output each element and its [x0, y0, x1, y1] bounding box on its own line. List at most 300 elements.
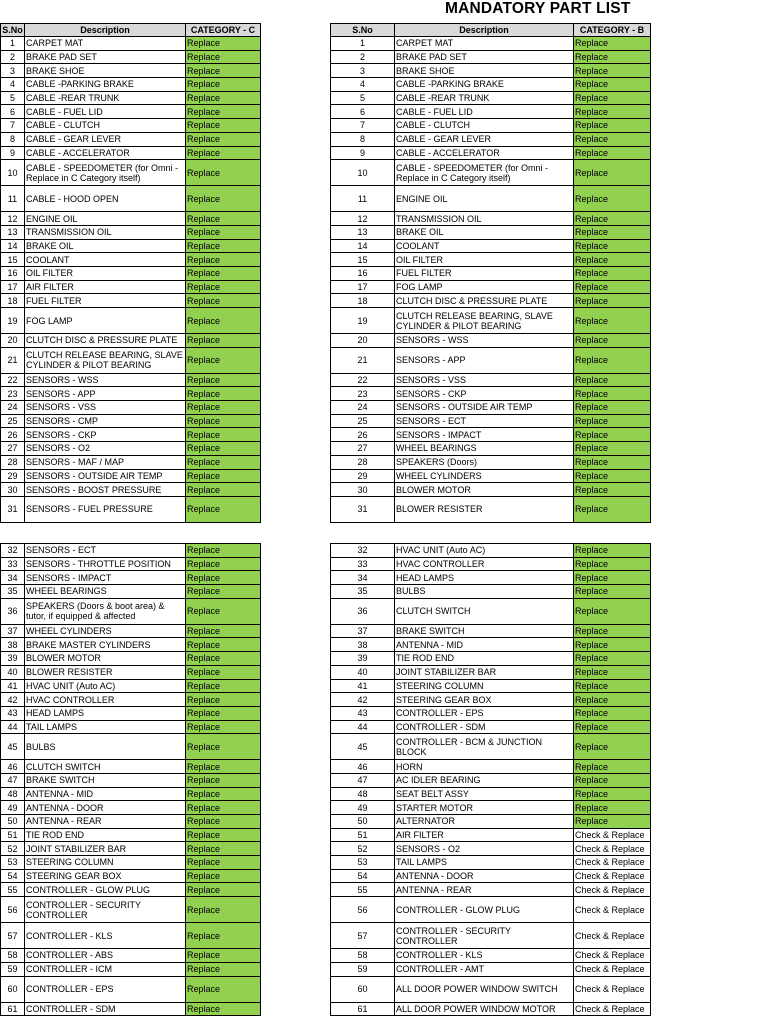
row-sno: 19 — [331, 308, 395, 334]
table-row — [1, 253, 261, 267]
row-category: Replace — [186, 483, 261, 497]
row-category: Replace — [574, 706, 651, 720]
row-description: CLUTCH SWITCH — [25, 760, 186, 774]
table-row — [1, 334, 261, 348]
table-row — [331, 856, 651, 870]
row-category: Check & Replace — [574, 897, 651, 923]
row-category: Replace — [186, 883, 261, 897]
row-sno: 52 — [331, 842, 395, 856]
table-row — [331, 225, 651, 239]
row-category: Replace — [574, 160, 651, 186]
row-sno: 42 — [331, 693, 395, 707]
table-row — [331, 1002, 651, 1016]
table-row — [1, 401, 261, 415]
row-description: CONTROLLER - SECURITY CONTROLLER — [25, 897, 186, 923]
row-description: BLOWER MOTOR — [395, 483, 574, 497]
row-category: Check & Replace — [574, 923, 651, 949]
row-sno: 31 — [331, 496, 395, 522]
table-row — [1, 557, 261, 571]
row-sno: 30 — [1, 483, 25, 497]
row-description: ALL DOOR POWER WINDOW SWITCH — [395, 976, 574, 1002]
table-row — [1, 496, 261, 522]
row-description: BRAKE OIL — [25, 239, 186, 253]
row-description: BLOWER MOTOR — [25, 652, 186, 666]
table-row — [1, 869, 261, 883]
table-row — [331, 119, 651, 133]
header-category: CATEGORY - C — [186, 24, 261, 37]
header-category: CATEGORY - B — [574, 24, 651, 37]
row-sno: 54 — [331, 869, 395, 883]
row-description: CONTROLLER - GLOW PLUG — [395, 897, 574, 923]
row-sno: 27 — [331, 442, 395, 456]
row-description: SENSORS - VSS — [395, 373, 574, 387]
table-row — [1, 1002, 261, 1016]
row-category: Replace — [186, 624, 261, 638]
row-category: Replace — [186, 280, 261, 294]
table-row — [1, 585, 261, 599]
row-sno: 4 — [1, 78, 25, 92]
table-row — [331, 720, 651, 734]
table-row — [331, 760, 651, 774]
row-description: BRAKE PAD SET — [25, 50, 186, 64]
row-category: Replace — [574, 720, 651, 734]
row-sno: 61 — [1, 1002, 25, 1016]
table-row — [331, 571, 651, 585]
table-row — [1, 842, 261, 856]
row-description: TAIL LAMPS — [25, 720, 186, 734]
row-category: Replace — [574, 455, 651, 469]
row-description: BRAKE SHOE — [395, 64, 574, 78]
table-row — [331, 483, 651, 497]
table-row — [1, 897, 261, 923]
row-sno: 36 — [1, 598, 25, 624]
table-row — [331, 801, 651, 815]
row-category: Replace — [574, 428, 651, 442]
row-description: CLUTCH SWITCH — [395, 598, 574, 624]
row-category: Replace — [574, 679, 651, 693]
row-sno: 27 — [1, 442, 25, 456]
row-sno: 25 — [1, 414, 25, 428]
row-category: Replace — [186, 160, 261, 186]
row-category: Replace — [186, 212, 261, 226]
table-row — [331, 815, 651, 829]
row-description: CLUTCH RELEASE BEARING, SLAVE CYLINDER & PILOT BEARING — [395, 308, 574, 334]
row-category: Replace — [186, 401, 261, 415]
table-row — [1, 773, 261, 787]
row-category: Replace — [574, 334, 651, 348]
row-category: Replace — [574, 544, 651, 558]
row-category: Replace — [186, 373, 261, 387]
row-sno: 58 — [331, 949, 395, 963]
table-row — [331, 105, 651, 119]
row-category: Replace — [186, 976, 261, 1002]
table-row — [331, 976, 651, 1002]
row-description: CONTROLLER - SECURITY CONTROLLER — [395, 923, 574, 949]
row-description: TIE ROD END — [395, 652, 574, 666]
table-row — [1, 64, 261, 78]
category-b-table-part2 — [330, 543, 651, 1016]
row-sno: 60 — [1, 976, 25, 1002]
row-sno: 24 — [1, 401, 25, 415]
row-category: Replace — [574, 734, 651, 760]
row-category: Replace — [186, 679, 261, 693]
row-description: SENSORS - CMP — [25, 414, 186, 428]
table-row — [331, 787, 651, 801]
row-description: CABLE -REAR TRUNK — [25, 91, 186, 105]
table-row — [1, 693, 261, 707]
row-sno: 6 — [331, 105, 395, 119]
row-description: CONTROLLER - GLOW PLUG — [25, 883, 186, 897]
row-sno: 36 — [331, 598, 395, 624]
row-description: HVAC CONTROLLER — [395, 557, 574, 571]
row-description: CABLE -REAR TRUNK — [395, 91, 574, 105]
row-description: HEAD LAMPS — [395, 571, 574, 585]
row-category: Replace — [574, 186, 651, 212]
table-header-row — [1, 24, 261, 37]
row-category: Replace — [574, 119, 651, 133]
table-row — [1, 280, 261, 294]
row-sno: 16 — [331, 266, 395, 280]
row-category: Replace — [574, 347, 651, 373]
row-category: Replace — [574, 387, 651, 401]
row-sno: 61 — [331, 1002, 395, 1016]
row-description: SENSORS - THROTTLE POSITION — [25, 557, 186, 571]
row-sno: 10 — [1, 160, 25, 186]
row-description: CABLE -PARKING BRAKE — [25, 78, 186, 92]
row-description: COOLANT — [395, 239, 574, 253]
row-description: CONTROLLER - BCM & JUNCTION BLOCK — [395, 734, 574, 760]
row-category: Replace — [186, 760, 261, 774]
row-sno: 34 — [331, 571, 395, 585]
table-row — [331, 773, 651, 787]
row-category: Replace — [574, 373, 651, 387]
row-sno: 43 — [1, 706, 25, 720]
row-sno: 45 — [331, 734, 395, 760]
row-description: TRANSMISSION OIL — [25, 225, 186, 239]
table-row — [1, 679, 261, 693]
row-description: HVAC UNIT (Auto AC) — [395, 544, 574, 558]
row-sno: 48 — [331, 787, 395, 801]
table-row — [1, 266, 261, 280]
table-row — [331, 253, 651, 267]
row-category: Replace — [574, 64, 651, 78]
table-row — [331, 37, 651, 51]
table-row — [331, 64, 651, 78]
row-description: CABLE - FUEL LID — [25, 105, 186, 119]
row-category: Replace — [186, 1002, 261, 1016]
row-description: CLUTCH RELEASE BEARING, SLAVE CYLINDER & PILOT BEARING — [25, 347, 186, 373]
row-description: WHEEL BEARINGS — [25, 585, 186, 599]
row-sno: 57 — [331, 923, 395, 949]
table-row — [1, 598, 261, 624]
row-category: Replace — [186, 105, 261, 119]
row-description: AC IDLER BEARING — [395, 773, 574, 787]
row-category: Replace — [186, 787, 261, 801]
row-description: BLOWER RESISTER — [25, 665, 186, 679]
table-row — [1, 801, 261, 815]
table-row — [1, 720, 261, 734]
row-category: Replace — [186, 801, 261, 815]
row-category: Replace — [186, 652, 261, 666]
row-description: AIR FILTER — [395, 828, 574, 842]
page-title: MANDATORY PART LIST — [445, 0, 631, 17]
row-description: CABLE - CLUTCH — [25, 119, 186, 133]
row-description: FUEL FILTER — [25, 294, 186, 308]
row-sno: 37 — [331, 624, 395, 638]
row-sno: 17 — [1, 280, 25, 294]
row-category: Replace — [574, 665, 651, 679]
row-category: Check & Replace — [574, 949, 651, 963]
row-sno: 26 — [331, 428, 395, 442]
table-row — [1, 828, 261, 842]
header-description: Description — [395, 24, 574, 37]
row-description: ANTENNA - DOOR — [25, 801, 186, 815]
row-category: Replace — [186, 720, 261, 734]
row-sno: 37 — [1, 624, 25, 638]
table-row — [331, 280, 651, 294]
row-sno: 9 — [331, 146, 395, 160]
row-category: Replace — [574, 280, 651, 294]
row-sno: 46 — [1, 760, 25, 774]
table-row — [331, 585, 651, 599]
row-description: HVAC UNIT (Auto AC) — [25, 679, 186, 693]
row-description: CONTROLLER - KLS — [395, 949, 574, 963]
row-category: Check & Replace — [574, 1002, 651, 1016]
row-description: SENSORS - FUEL PRESSURE — [25, 496, 186, 522]
row-sno: 38 — [1, 638, 25, 652]
row-sno: 12 — [331, 212, 395, 226]
row-category: Replace — [186, 869, 261, 883]
row-sno: 8 — [1, 132, 25, 146]
row-sno: 49 — [331, 801, 395, 815]
table-row — [1, 665, 261, 679]
row-description: SENSORS - O2 — [395, 842, 574, 856]
table-row — [1, 373, 261, 387]
row-sno: 6 — [1, 105, 25, 119]
row-sno: 11 — [331, 186, 395, 212]
table-row — [1, 347, 261, 373]
row-description: CABLE - ACCELERATOR — [395, 146, 574, 160]
row-sno: 55 — [331, 883, 395, 897]
table-row — [331, 401, 651, 415]
table-row — [1, 760, 261, 774]
row-category: Replace — [574, 815, 651, 829]
row-category: Replace — [574, 693, 651, 707]
row-sno: 53 — [331, 856, 395, 870]
table-row — [331, 693, 651, 707]
row-description: CABLE - FUEL LID — [395, 105, 574, 119]
table-row — [331, 50, 651, 64]
table-row — [331, 496, 651, 522]
row-category: Replace — [574, 294, 651, 308]
row-description: SENSORS - OUTSIDE AIR TEMP — [395, 401, 574, 415]
table-row — [1, 652, 261, 666]
row-description: SENSORS - OUTSIDE AIR TEMP — [25, 469, 186, 483]
row-category: Replace — [186, 146, 261, 160]
row-category: Replace — [186, 225, 261, 239]
row-sno: 5 — [331, 91, 395, 105]
row-category: Replace — [186, 266, 261, 280]
row-description: SPEAKERS (Doors) — [395, 455, 574, 469]
row-category: Replace — [574, 132, 651, 146]
table-row — [1, 37, 261, 51]
row-sno: 7 — [331, 119, 395, 133]
row-category: Replace — [574, 253, 651, 267]
row-description: CONTROLLER - EPS — [25, 976, 186, 1002]
row-description: SENSORS - MAF / MAP — [25, 455, 186, 469]
table-row — [331, 923, 651, 949]
row-sno: 59 — [331, 962, 395, 976]
header-description: Description — [25, 24, 186, 37]
row-description: CARPET MAT — [25, 37, 186, 51]
row-category: Replace — [186, 428, 261, 442]
row-sno: 45 — [1, 734, 25, 760]
table-row — [1, 734, 261, 760]
table-row — [1, 212, 261, 226]
row-category: Replace — [186, 91, 261, 105]
table-row — [1, 976, 261, 1002]
row-category: Replace — [186, 962, 261, 976]
row-description: OIL FILTER — [25, 266, 186, 280]
row-category: Replace — [186, 414, 261, 428]
row-sno: 30 — [331, 483, 395, 497]
row-category: Replace — [186, 923, 261, 949]
row-sno: 32 — [331, 544, 395, 558]
row-description: SENSORS - CKP — [395, 387, 574, 401]
row-description: ENGINE OIL — [395, 186, 574, 212]
table-row — [331, 665, 651, 679]
row-category: Replace — [574, 212, 651, 226]
row-sno: 35 — [331, 585, 395, 599]
row-category: Replace — [186, 64, 261, 78]
row-category: Replace — [186, 773, 261, 787]
row-sno: 15 — [331, 253, 395, 267]
category-c-table-part2 — [0, 543, 261, 1016]
table-row — [331, 132, 651, 146]
row-description: CONTROLLER - KLS — [25, 923, 186, 949]
row-sno: 24 — [331, 401, 395, 415]
row-description: ENGINE OIL — [25, 212, 186, 226]
row-sno: 47 — [331, 773, 395, 787]
row-description: CABLE - GEAR LEVER — [395, 132, 574, 146]
row-description: JOINT STABILIZER BAR — [395, 665, 574, 679]
row-category: Replace — [186, 253, 261, 267]
row-sno: 44 — [1, 720, 25, 734]
row-sno: 3 — [331, 64, 395, 78]
row-category: Replace — [186, 334, 261, 348]
row-description: STEERING COLUMN — [395, 679, 574, 693]
row-description: OIL FILTER — [395, 253, 574, 267]
row-category: Replace — [186, 308, 261, 334]
row-description: CABLE -PARKING BRAKE — [395, 78, 574, 92]
table-row — [1, 387, 261, 401]
row-category: Replace — [574, 78, 651, 92]
row-sno: 47 — [1, 773, 25, 787]
row-description: CABLE - ACCELERATOR — [25, 146, 186, 160]
row-sno: 51 — [1, 828, 25, 842]
table-row — [1, 132, 261, 146]
row-category: Check & Replace — [574, 869, 651, 883]
row-category: Replace — [186, 949, 261, 963]
table-row — [331, 387, 651, 401]
row-sno: 10 — [331, 160, 395, 186]
row-description: CONTROLLER - ABS — [25, 949, 186, 963]
row-description: FOG LAMP — [25, 308, 186, 334]
row-sno: 57 — [1, 923, 25, 949]
row-sno: 54 — [1, 869, 25, 883]
table-row — [331, 373, 651, 387]
row-sno: 41 — [1, 679, 25, 693]
table-row — [1, 105, 261, 119]
row-category: Replace — [574, 146, 651, 160]
table-row — [331, 442, 651, 456]
row-category: Replace — [186, 557, 261, 571]
row-sno: 52 — [1, 842, 25, 856]
row-description: CLUTCH DISC & PRESSURE PLATE — [395, 294, 574, 308]
row-category: Replace — [574, 598, 651, 624]
table-row — [1, 706, 261, 720]
row-description: CONTROLLER - AMT — [395, 962, 574, 976]
row-sno: 11 — [1, 186, 25, 212]
row-description: WHEEL BEARINGS — [395, 442, 574, 456]
row-description: SENSORS - APP — [395, 347, 574, 373]
table-row — [331, 469, 651, 483]
row-category: Replace — [574, 483, 651, 497]
row-sno: 44 — [331, 720, 395, 734]
row-description: TAIL LAMPS — [395, 856, 574, 870]
row-category: Replace — [186, 132, 261, 146]
table-row — [331, 186, 651, 212]
row-sno: 42 — [1, 693, 25, 707]
table-row — [331, 212, 651, 226]
row-description: CABLE - CLUTCH — [395, 119, 574, 133]
row-sno: 21 — [331, 347, 395, 373]
table-row — [331, 266, 651, 280]
table-row — [1, 483, 261, 497]
row-category: Replace — [574, 652, 651, 666]
row-category: Replace — [574, 760, 651, 774]
row-category: Check & Replace — [574, 962, 651, 976]
row-description: CONTROLLER - SDM — [395, 720, 574, 734]
table-row — [331, 652, 651, 666]
table-row — [331, 962, 651, 976]
row-description: SENSORS - WSS — [395, 334, 574, 348]
row-sno: 56 — [331, 897, 395, 923]
row-category: Replace — [186, 347, 261, 373]
row-sno: 2 — [1, 50, 25, 64]
row-sno: 23 — [1, 387, 25, 401]
row-category: Replace — [186, 665, 261, 679]
row-category: Replace — [574, 638, 651, 652]
row-description: SENSORS - O2 — [25, 442, 186, 456]
row-description: BULBS — [25, 734, 186, 760]
row-category: Replace — [574, 624, 651, 638]
row-category: Replace — [186, 239, 261, 253]
table-row — [331, 414, 651, 428]
row-description: STEERING COLUMN — [25, 856, 186, 870]
row-description: ANTENNA - REAR — [25, 815, 186, 829]
row-sno: 19 — [1, 308, 25, 334]
table-row — [331, 146, 651, 160]
table-row — [1, 414, 261, 428]
row-description: CARPET MAT — [395, 37, 574, 51]
row-category: Replace — [186, 897, 261, 923]
table-row — [1, 544, 261, 558]
row-sno: 7 — [1, 119, 25, 133]
row-description: SENSORS - WSS — [25, 373, 186, 387]
row-sno: 33 — [331, 557, 395, 571]
row-description: SENSORS - IMPACT — [395, 428, 574, 442]
